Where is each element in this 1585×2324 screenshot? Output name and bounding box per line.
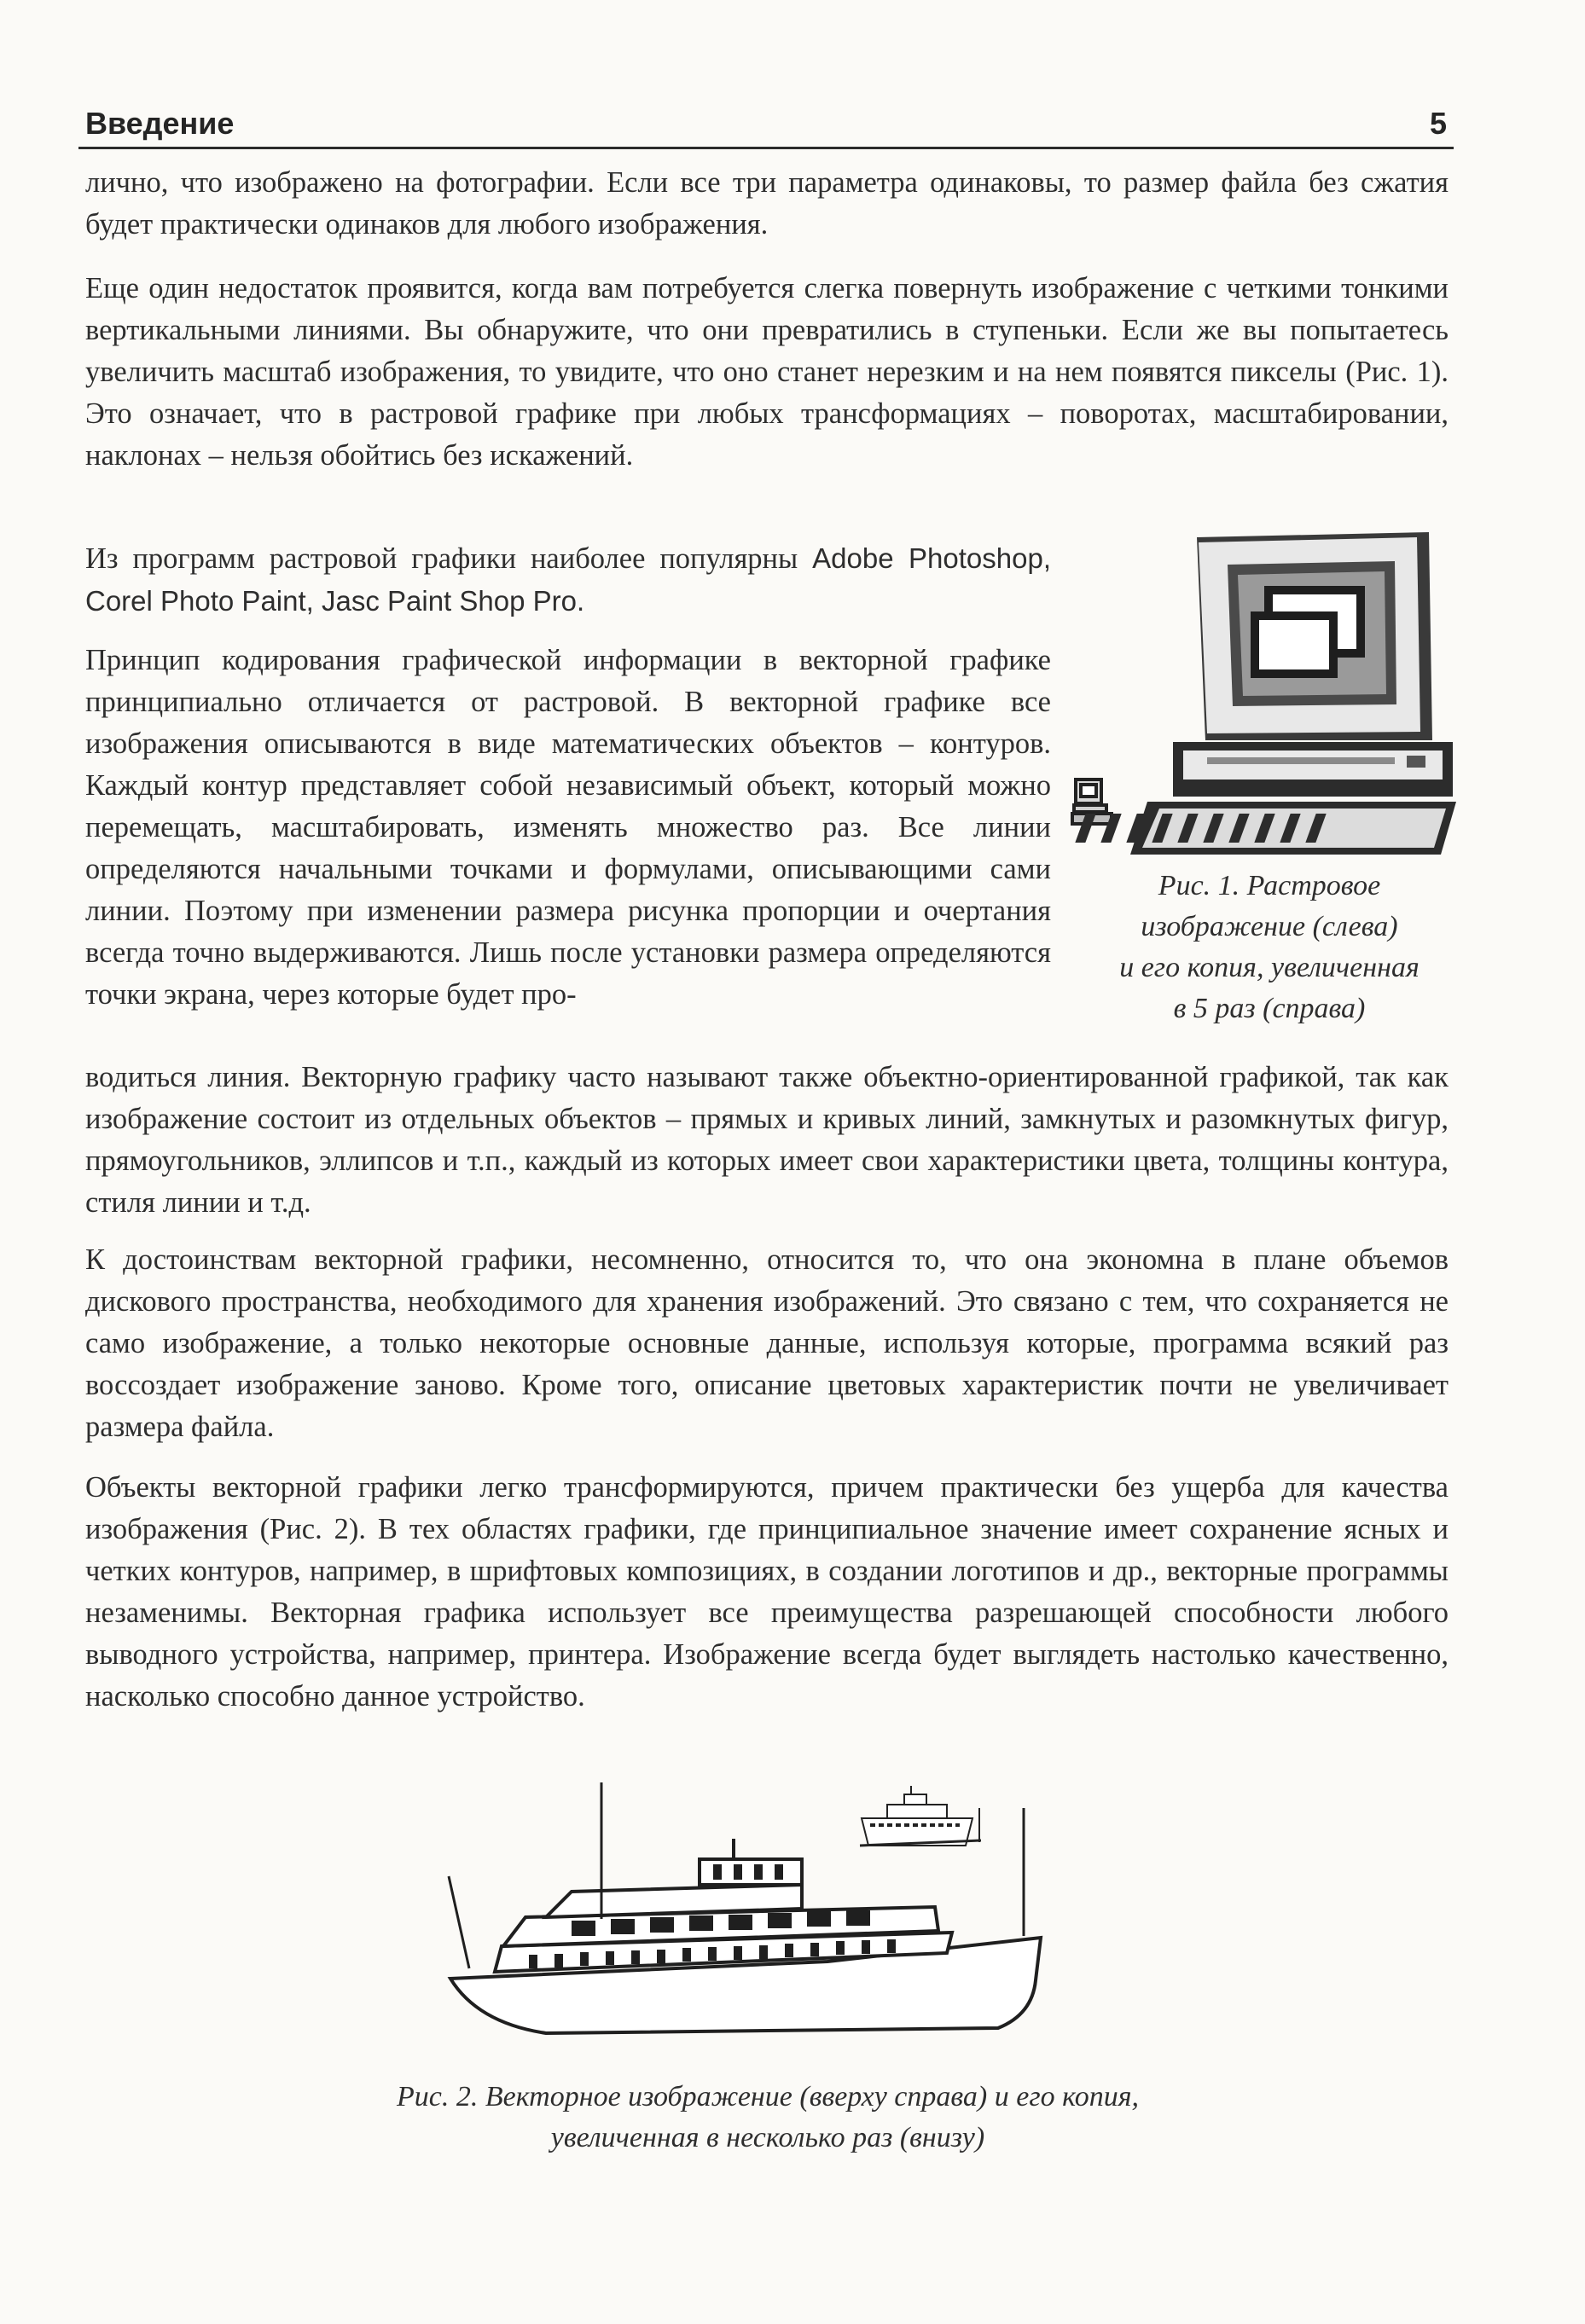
chapter-title: Введение xyxy=(85,106,235,141)
figure-1-caption xyxy=(1073,866,1466,1029)
figure-2-caption-line: увеличенная в несколько раз (внизу) xyxy=(550,2122,985,2153)
paragraph-raster-drawbacks: Еще один недостаток проявится, когда вам потребуется слегка повернуть изображение с четкими тонкими вертикальными линиями. Вы обнаружите, что они превратились в ступеньки. Если же вы попытаетесь увеличить масштаб изображения, то увидите, что оно станет нерезким и на нем появятся пикселы (Рис. 1). Это означает, что в растровой графике при любых трансформациях – поворотах, масштабировании, наклонах – нельзя обойтись без искажений. xyxy=(85,272,1449,472)
paragraph-vector-principle: Принцип кодирования графической информации в векторной графике принципиально отличается от растровой. В векторной графике все изображения описываются в виде математических объектов – контуров. Каждый контур представляет собой независимый объект, который можно перемещать, масштабировать, изменять множество раз. Все линии определяются начальными точками и формулами, описывающими сами линии. Поэтому при изменении размера рисунка пропорции и очертания всегда точно выдерживаются. Лишь после установки размера определяются точки экрана, через которые будет про- xyxy=(85,644,1051,1011)
figure-2-vector-ships xyxy=(444,1757,1109,2047)
raster-programs-list: Adobe Photoshop, Corel Photo Paint, Jasc Paint Shop Pro. xyxy=(85,542,1051,617)
figure-2-caption-line: Рис. 2. Векторное изображение (вверху справа) и его копия, xyxy=(396,2081,1140,2112)
page-header xyxy=(78,96,1454,149)
figure-2-caption xyxy=(171,2077,1365,2159)
figure-1-caption-line: Рис. 1. Растровое xyxy=(1158,870,1381,901)
figure-1-caption-line: и его копия, увеличенная xyxy=(1119,952,1420,983)
figure-1-caption-line: изображение (слева) xyxy=(1141,911,1398,942)
paragraph-continuation: лично, что изображено на фотографии. Если все три параметра одинаковы, то размер файла без сжатия будет практически одинаков для любого изображения. xyxy=(85,166,1449,241)
paragraph-vector-advantages: К достоинствам векторной графики, несомненно, относится то, что она экономна в плане объемов дискового пространства, необходимого для хранения изображений. Это связано с тем, что сохраняется не само изображение, а только некоторые основные данные, используя которые, программа всякий раз воссоздает изображение заново. Кроме того, описание цветовых характеристик почти не увеличивает размера файла. xyxy=(85,1243,1449,1443)
large-computer-icon xyxy=(1071,532,1456,855)
figure-1-caption-line: в 5 раз (справа) xyxy=(1173,993,1366,1024)
paragraph-vector-transform: Объекты векторной графики легко трансформируются, причем практически без ущерба для качества изображения (Рис. 2). В тех областях графики, где принципиальное значение имеет сохранение ясных и четких контуров, например, в шрифтовых композициях, в создании логотипов и др., векторные программы незаменимы. Векторная графика использует все преимущества разрешающей способности любого выводного устройства, например, принтера. Изображение всегда будет выглядеть настолько качественно, насколько способно данное устройство. xyxy=(85,1471,1449,1713)
paragraph-vector-principle-cont: водиться линия. Векторную графику часто называют также объектно-ориентированной графикой, так как изображение состоит из отдельных объектов – прямых и кривых линий, замкнутых и разомкнутых фигур, прямоугольников, эллипсов и т.п., каждый из которых имеет свои характеристики цвета, толщины контура, стиля линии и т.д. xyxy=(85,1061,1449,1219)
page-number: 5 xyxy=(1429,106,1447,141)
small-ship-drawing xyxy=(860,1786,981,1846)
raster-programs-prefix: Из программ растровой графики наиболее популярны xyxy=(85,542,813,575)
paragraph-raster-programs xyxy=(85,537,1051,623)
